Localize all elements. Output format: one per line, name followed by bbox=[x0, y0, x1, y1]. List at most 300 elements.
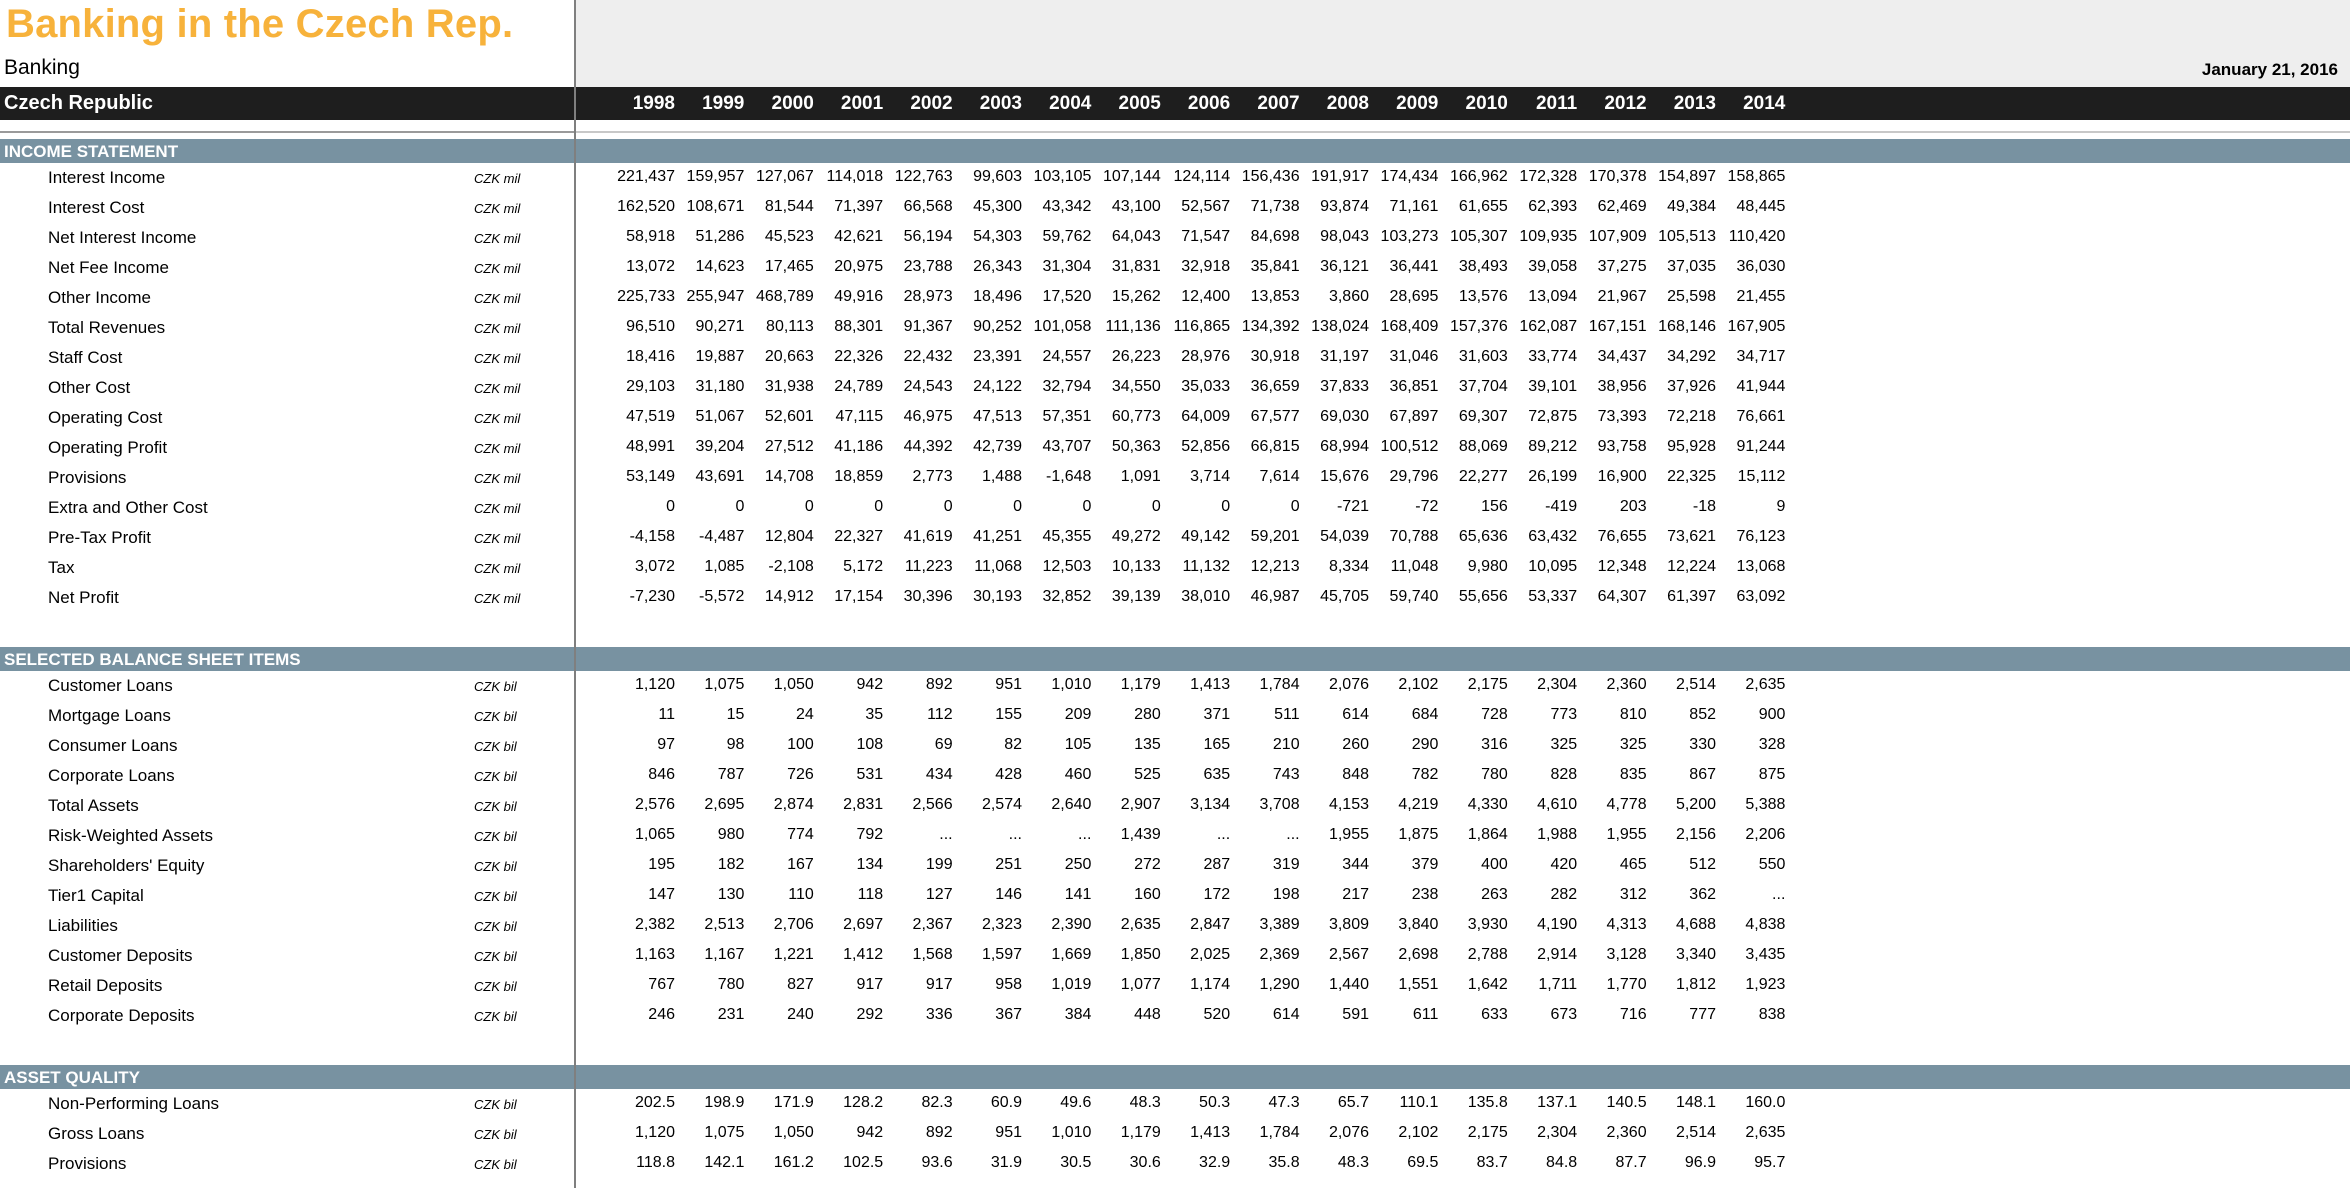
cell-value: 263 bbox=[1481, 886, 1508, 903]
cell-value: 468,789 bbox=[755, 288, 814, 305]
cell-value: 312 bbox=[1619, 886, 1647, 903]
year-header-11: 2009 bbox=[1396, 93, 1439, 114]
cell-value: 0 bbox=[1221, 498, 1231, 515]
cell-value: 24,122 bbox=[973, 378, 1022, 395]
cell-value: 31,603 bbox=[1458, 348, 1508, 365]
table-row bbox=[0, 343, 2350, 373]
cell-value: 111,136 bbox=[1105, 318, 1161, 335]
row-label: Operating Cost bbox=[48, 408, 163, 427]
cell-value: 191,917 bbox=[1311, 168, 1369, 185]
cell-value: 93.6 bbox=[921, 1154, 953, 1171]
cell-value: 76,123 bbox=[1736, 528, 1786, 545]
cell-value: 61,655 bbox=[1458, 198, 1508, 215]
row-label: Non-Performing Loans bbox=[48, 1094, 220, 1113]
cell-value: 673 bbox=[1550, 1006, 1578, 1023]
table-row bbox=[0, 403, 2350, 433]
table-row bbox=[0, 671, 2350, 701]
cell-value: 122,763 bbox=[894, 168, 953, 185]
row-unit: CZK bil bbox=[474, 1097, 517, 1112]
cell-value: 217 bbox=[1342, 886, 1369, 903]
cell-value: 102.5 bbox=[843, 1154, 884, 1171]
cell-value: 1,864 bbox=[1467, 826, 1508, 843]
row-unit: CZK bil bbox=[474, 979, 517, 994]
cell-value: 3,134 bbox=[1190, 796, 1231, 813]
year-header-8: 2006 bbox=[1187, 93, 1231, 114]
cell-value: 71,397 bbox=[834, 198, 884, 215]
year-header-15: 2013 bbox=[1673, 93, 1716, 114]
cell-value: 42,739 bbox=[973, 438, 1022, 455]
row-label: Total Revenues bbox=[48, 318, 166, 337]
cell-value: 141 bbox=[1064, 886, 1092, 903]
cell-value: 531 bbox=[856, 766, 884, 783]
row-unit: CZK mil bbox=[474, 201, 521, 216]
cell-value: 124,114 bbox=[1173, 168, 1231, 185]
cell-value: 875 bbox=[1758, 766, 1786, 783]
cell-value: 852 bbox=[1689, 706, 1716, 723]
cell-value: 203 bbox=[1619, 498, 1647, 515]
cell-value: 942 bbox=[856, 676, 884, 693]
cell-value: 61,397 bbox=[1667, 588, 1716, 605]
cell-value: 48.3 bbox=[1337, 1154, 1369, 1171]
cell-value: 3,435 bbox=[1745, 946, 1786, 963]
cell-value: 611 bbox=[1412, 1006, 1439, 1023]
table-row bbox=[0, 791, 2350, 821]
cell-value: 848 bbox=[1342, 766, 1369, 783]
cell-value: 38,493 bbox=[1458, 258, 1508, 275]
cell-value: 379 bbox=[1411, 856, 1439, 873]
cell-value: 91,244 bbox=[1736, 438, 1786, 455]
cell-value: ... bbox=[1216, 826, 1231, 843]
cell-value: 52,856 bbox=[1181, 438, 1231, 455]
cell-value: 37,035 bbox=[1667, 258, 1716, 275]
cell-value: 25,598 bbox=[1667, 288, 1716, 305]
row-unit: CZK bil bbox=[474, 769, 517, 784]
cell-value: 42,621 bbox=[834, 228, 884, 245]
cell-value: 1,091 bbox=[1120, 468, 1161, 485]
cell-value: 367 bbox=[995, 1006, 1022, 1023]
cell-value: 198 bbox=[1272, 886, 1300, 903]
cell-value: 161.2 bbox=[773, 1154, 814, 1171]
cell-value: 942 bbox=[856, 1124, 884, 1141]
cell-value: 9 bbox=[1776, 498, 1786, 515]
cell-value: 32,794 bbox=[1042, 378, 1092, 395]
cell-value: 72,875 bbox=[1528, 408, 1578, 425]
cell-value: 1,221 bbox=[773, 946, 814, 963]
cell-value: 9,980 bbox=[1467, 558, 1508, 575]
cell-value: 118.8 bbox=[636, 1154, 675, 1171]
cell-value: 34,550 bbox=[1111, 378, 1161, 395]
cell-value: 1,784 bbox=[1259, 1124, 1300, 1141]
cell-value: 0 bbox=[1151, 498, 1161, 515]
cell-value: 1,075 bbox=[704, 676, 745, 693]
cell-value: 59,201 bbox=[1250, 528, 1300, 545]
cell-value: 142.1 bbox=[704, 1154, 745, 1171]
cell-value: 4,313 bbox=[1606, 916, 1647, 933]
row-unit: CZK bil bbox=[474, 799, 517, 814]
cell-value: 199 bbox=[925, 856, 953, 873]
year-header-6: 2004 bbox=[1049, 93, 1092, 114]
cell-value: 39,101 bbox=[1528, 378, 1578, 395]
cell-value: 48,991 bbox=[626, 438, 675, 455]
cell-value: 0 bbox=[1013, 498, 1022, 515]
cell-value: 1,551 bbox=[1398, 976, 1439, 993]
cell-value: 35,033 bbox=[1181, 378, 1231, 395]
cell-value: 12,400 bbox=[1181, 288, 1231, 305]
cell-value: 774 bbox=[787, 826, 814, 843]
cell-value: 118 bbox=[857, 886, 884, 903]
row-label: Interest Cost bbox=[48, 198, 145, 217]
cell-value: 2,847 bbox=[1190, 916, 1231, 933]
cell-value: 780 bbox=[717, 976, 745, 993]
cell-value: 24,543 bbox=[903, 378, 953, 395]
cell-value: 19,887 bbox=[695, 348, 745, 365]
cell-value: 137.1 bbox=[1537, 1094, 1578, 1111]
cell-value: 15,676 bbox=[1320, 468, 1369, 485]
cell-value: 103,105 bbox=[1033, 168, 1092, 185]
cell-value: 3,340 bbox=[1675, 946, 1716, 963]
cell-value: -721 bbox=[1336, 498, 1369, 515]
year-header-12: 2010 bbox=[1465, 93, 1508, 114]
cell-value: 1,770 bbox=[1606, 976, 1647, 993]
cell-value: 47,519 bbox=[626, 408, 675, 425]
cell-value: 73,621 bbox=[1667, 528, 1716, 545]
cell-value: 63,092 bbox=[1736, 588, 1786, 605]
report-date: January 21, 2016 bbox=[2201, 60, 2338, 79]
cell-value: 17,465 bbox=[764, 258, 814, 275]
cell-value: 980 bbox=[717, 826, 745, 843]
cell-value: 148.1 bbox=[1675, 1094, 1716, 1111]
row-label: Total Assets bbox=[48, 796, 139, 815]
cell-value: 14,912 bbox=[764, 588, 814, 605]
table-row bbox=[0, 463, 2350, 493]
cell-value: 2,304 bbox=[1537, 1124, 1578, 1141]
row-unit: CZK mil bbox=[474, 171, 521, 186]
divider-line bbox=[576, 131, 2350, 133]
cell-value: 146 bbox=[995, 886, 1022, 903]
row-unit: CZK bil bbox=[474, 679, 517, 694]
cell-value: 767 bbox=[648, 976, 675, 993]
cell-value: -1,648 bbox=[1046, 468, 1092, 485]
cell-value: 16,900 bbox=[1597, 468, 1647, 485]
cell-value: 168,146 bbox=[1658, 318, 1716, 335]
cell-value: 2,304 bbox=[1537, 676, 1578, 693]
cell-value: 55,656 bbox=[1458, 588, 1508, 605]
row-label: Customer Loans bbox=[48, 676, 173, 695]
section-title: ASSET QUALITY bbox=[4, 1068, 141, 1087]
cell-value: 958 bbox=[995, 976, 1022, 993]
year-header-4: 2002 bbox=[910, 93, 953, 114]
cell-value: 30.5 bbox=[1060, 1154, 1092, 1171]
row-label: Mortgage Loans bbox=[48, 706, 171, 725]
cell-value: 231 bbox=[717, 1006, 745, 1023]
cell-value: 130 bbox=[717, 886, 745, 903]
cell-value: 160 bbox=[1134, 886, 1161, 903]
year-header-16: 2014 bbox=[1743, 93, 1786, 114]
cell-value: 13,853 bbox=[1250, 288, 1300, 305]
cell-value: 1,955 bbox=[1328, 826, 1369, 843]
cell-value: 52,601 bbox=[764, 408, 814, 425]
cell-value: 3,708 bbox=[1259, 796, 1300, 813]
cell-value: 116,865 bbox=[1173, 318, 1231, 335]
table-row bbox=[0, 701, 2350, 731]
cell-value: 225,733 bbox=[617, 288, 675, 305]
cell-value: 49,916 bbox=[834, 288, 884, 305]
cell-value: 108 bbox=[856, 736, 884, 753]
section-header bbox=[0, 139, 2350, 163]
cell-value: 0 bbox=[735, 498, 745, 515]
cell-value: 41,619 bbox=[903, 528, 953, 545]
row-unit: CZK mil bbox=[474, 381, 521, 396]
cell-value: 2,025 bbox=[1190, 946, 1231, 963]
row-unit: CZK mil bbox=[474, 411, 521, 426]
cell-value: 11,068 bbox=[974, 558, 1022, 575]
row-unit: CZK mil bbox=[474, 291, 521, 306]
table-row bbox=[0, 761, 2350, 791]
cell-value: 917 bbox=[925, 976, 953, 993]
cell-value: 26,343 bbox=[973, 258, 1022, 275]
cell-value: 2,206 bbox=[1745, 826, 1786, 843]
cell-value: 69,030 bbox=[1320, 408, 1369, 425]
cell-value: 36,030 bbox=[1736, 258, 1786, 275]
cell-value: 773 bbox=[1550, 706, 1578, 723]
frozen-pane-divider bbox=[574, 0, 576, 1188]
cell-value: 97 bbox=[657, 736, 675, 753]
cell-value: 65.7 bbox=[1337, 1094, 1369, 1111]
cell-value: 18,859 bbox=[834, 468, 884, 485]
cell-value: 2,156 bbox=[1675, 826, 1716, 843]
cell-value: 1,642 bbox=[1467, 976, 1508, 993]
cell-value: 17,520 bbox=[1042, 288, 1092, 305]
row-unit: CZK bil bbox=[474, 1009, 517, 1024]
cell-value: 39,058 bbox=[1528, 258, 1578, 275]
cell-value: 82.3 bbox=[921, 1094, 953, 1111]
cell-value: 280 bbox=[1134, 706, 1161, 723]
cell-value: 158,865 bbox=[1727, 168, 1786, 185]
cell-value: 1,812 bbox=[1675, 976, 1716, 993]
cell-value: 37,926 bbox=[1667, 378, 1716, 395]
cell-value: 37,833 bbox=[1320, 378, 1369, 395]
cell-value: 29,103 bbox=[626, 378, 675, 395]
cell-value: 209 bbox=[1064, 706, 1092, 723]
cell-value: 35 bbox=[865, 706, 884, 723]
cell-value: 100 bbox=[787, 736, 814, 753]
row-unit: CZK mil bbox=[474, 231, 521, 246]
cell-value: 182 bbox=[717, 856, 745, 873]
cell-value: 2,367 bbox=[912, 916, 953, 933]
cell-value: 140.5 bbox=[1606, 1094, 1647, 1111]
cell-value: 43,342 bbox=[1042, 198, 1092, 215]
cell-value: 328 bbox=[1758, 736, 1786, 753]
cell-value: 96.9 bbox=[1684, 1154, 1716, 1171]
cell-value: 59,762 bbox=[1042, 228, 1092, 245]
cell-value: 4,190 bbox=[1537, 916, 1578, 933]
page-subtitle: Banking bbox=[4, 56, 80, 79]
year-header-0: 1998 bbox=[632, 93, 675, 114]
cell-value: 22,325 bbox=[1667, 468, 1716, 485]
cell-value: 82 bbox=[1004, 736, 1022, 753]
cell-value: 835 bbox=[1619, 766, 1647, 783]
country-label: Czech Republic bbox=[4, 92, 153, 114]
cell-value: 49,272 bbox=[1111, 528, 1161, 545]
cell-value: 48,445 bbox=[1736, 198, 1786, 215]
cell-value: 1,955 bbox=[1606, 826, 1647, 843]
cell-value: 53,149 bbox=[626, 468, 675, 485]
cell-value: 47,513 bbox=[973, 408, 1022, 425]
cell-value: 260 bbox=[1342, 736, 1369, 753]
cell-value: 96,510 bbox=[626, 318, 675, 335]
cell-value: 2,635 bbox=[1745, 1124, 1786, 1141]
cell-value: 49,384 bbox=[1667, 198, 1716, 215]
cell-value: 93,758 bbox=[1597, 438, 1647, 455]
cell-value: 31,304 bbox=[1042, 258, 1092, 275]
cell-value: 76,655 bbox=[1597, 528, 1647, 545]
cell-value: 448 bbox=[1134, 1006, 1161, 1023]
cell-value: 109,935 bbox=[1519, 228, 1578, 245]
cell-value: 112 bbox=[927, 706, 953, 723]
cell-value: 44,392 bbox=[903, 438, 953, 455]
cell-value: 827 bbox=[787, 976, 814, 993]
cell-value: ... bbox=[939, 826, 953, 843]
cell-value: 71,738 bbox=[1250, 198, 1300, 215]
cell-value: 105,513 bbox=[1658, 228, 1716, 245]
cell-value: 108,671 bbox=[686, 198, 745, 215]
cell-value: 76,661 bbox=[1736, 408, 1786, 425]
cell-value: 135 bbox=[1134, 736, 1161, 753]
cell-value: 128.2 bbox=[843, 1094, 884, 1111]
cell-value: 846 bbox=[648, 766, 675, 783]
cell-value: 2,323 bbox=[981, 916, 1022, 933]
section-header bbox=[0, 647, 2350, 671]
cell-value: 159,957 bbox=[686, 168, 745, 185]
cell-value: 93,874 bbox=[1320, 198, 1369, 215]
cell-value: 3,714 bbox=[1190, 468, 1231, 485]
cell-value: 2,635 bbox=[1745, 676, 1786, 693]
cell-value: 2,635 bbox=[1120, 916, 1161, 933]
cell-value: 2,514 bbox=[1675, 1124, 1716, 1141]
cell-value: 12,224 bbox=[1667, 558, 1716, 575]
cell-value: 36,441 bbox=[1389, 258, 1439, 275]
row-unit: CZK mil bbox=[474, 351, 521, 366]
cell-value: -72 bbox=[1415, 498, 1439, 515]
cell-value: 22,326 bbox=[834, 348, 884, 365]
table-row bbox=[0, 821, 2350, 851]
year-header-7: 2005 bbox=[1118, 93, 1161, 114]
table-row bbox=[0, 583, 2350, 613]
cell-value: 20,975 bbox=[834, 258, 884, 275]
cell-value: 66,568 bbox=[903, 198, 953, 215]
cell-value: 0 bbox=[943, 498, 953, 515]
row-label: Corporate Deposits bbox=[48, 1006, 195, 1025]
table-row bbox=[0, 193, 2350, 223]
row-label: Net Interest Income bbox=[48, 228, 197, 247]
cell-value: 39,204 bbox=[695, 438, 745, 455]
cell-value: -18 bbox=[1692, 498, 1716, 515]
cell-value: 38,956 bbox=[1597, 378, 1647, 395]
cell-value: 156,436 bbox=[1241, 168, 1300, 185]
cell-value: 1,019 bbox=[1051, 976, 1092, 993]
cell-value: 282 bbox=[1550, 886, 1578, 903]
cell-value: 5,388 bbox=[1745, 796, 1786, 813]
cell-value: 26,199 bbox=[1528, 468, 1578, 485]
table-row bbox=[0, 1119, 2350, 1149]
row-label: Net Profit bbox=[48, 588, 119, 607]
cell-value: 68,994 bbox=[1320, 438, 1369, 455]
cell-value: 30,918 bbox=[1250, 348, 1300, 365]
year-header-3: 2001 bbox=[840, 93, 884, 114]
page-title: Banking in the Czech Rep. bbox=[6, 2, 514, 46]
cell-value: 550 bbox=[1758, 856, 1786, 873]
cell-value: 43,691 bbox=[695, 468, 745, 485]
cell-value: 290 bbox=[1411, 736, 1439, 753]
cell-value: 1,010 bbox=[1051, 1124, 1092, 1141]
row-label: Operating Profit bbox=[48, 438, 168, 457]
cell-value: 2,788 bbox=[1467, 946, 1508, 963]
cell-value: 1,174 bbox=[1190, 976, 1231, 993]
cell-value: 635 bbox=[1203, 766, 1231, 783]
cell-value: 84.8 bbox=[1546, 1154, 1578, 1171]
cell-value: 34,437 bbox=[1597, 348, 1647, 365]
cell-value: 0 bbox=[874, 498, 884, 515]
cell-value: 167,151 bbox=[1588, 318, 1647, 335]
cell-value: 172,328 bbox=[1519, 168, 1578, 185]
cell-value: 3,930 bbox=[1467, 916, 1508, 933]
cell-value: 2,914 bbox=[1537, 946, 1578, 963]
cell-value: 67,577 bbox=[1250, 408, 1300, 425]
cell-value: 3,809 bbox=[1328, 916, 1369, 933]
cell-value: 45,300 bbox=[973, 198, 1022, 215]
cell-value: 138,024 bbox=[1311, 318, 1369, 335]
cell-value: 105,307 bbox=[1449, 228, 1508, 245]
cell-value: 1,167 bbox=[704, 946, 745, 963]
cell-value: 33,774 bbox=[1528, 348, 1578, 365]
row-unit: CZK mil bbox=[474, 501, 521, 516]
cell-value: 32,852 bbox=[1042, 588, 1092, 605]
cell-value: 32,918 bbox=[1181, 258, 1231, 275]
cell-value: 892 bbox=[925, 1124, 953, 1141]
cell-value: 1,179 bbox=[1120, 676, 1161, 693]
cell-value: 951 bbox=[995, 1124, 1022, 1141]
cell-value: 31,938 bbox=[764, 378, 814, 395]
table-row bbox=[0, 313, 2350, 343]
cell-value: 1,120 bbox=[634, 1124, 675, 1141]
row-label: Retail Deposits bbox=[48, 976, 163, 995]
cell-value: 900 bbox=[1758, 706, 1786, 723]
cell-value: 50,363 bbox=[1111, 438, 1161, 455]
year-header-bar bbox=[0, 87, 2350, 120]
cell-value: 362 bbox=[1689, 886, 1716, 903]
cell-value: 32.9 bbox=[1199, 1154, 1231, 1171]
cell-value: 287 bbox=[1203, 856, 1231, 873]
cell-value: 892 bbox=[925, 676, 953, 693]
cell-value: 240 bbox=[787, 1006, 814, 1023]
cell-value: 2,566 bbox=[912, 796, 953, 813]
cell-value: 28,973 bbox=[903, 288, 953, 305]
row-unit: CZK mil bbox=[474, 561, 521, 576]
year-header-13: 2011 bbox=[1535, 93, 1578, 114]
cell-value: 11 bbox=[658, 706, 675, 723]
cell-value: 614 bbox=[1272, 1006, 1300, 1023]
table-row bbox=[0, 971, 2350, 1001]
cell-value: 21,967 bbox=[1597, 288, 1647, 305]
cell-value: 47.3 bbox=[1268, 1094, 1300, 1111]
cell-value: 1,923 bbox=[1745, 976, 1786, 993]
cell-value: 810 bbox=[1619, 706, 1647, 723]
cell-value: 34,717 bbox=[1736, 348, 1786, 365]
row-label: Provisions bbox=[48, 468, 127, 487]
cell-value: -7,230 bbox=[629, 588, 675, 605]
cell-value: 1,050 bbox=[773, 1124, 814, 1141]
cell-value: 49.6 bbox=[1060, 1094, 1092, 1111]
